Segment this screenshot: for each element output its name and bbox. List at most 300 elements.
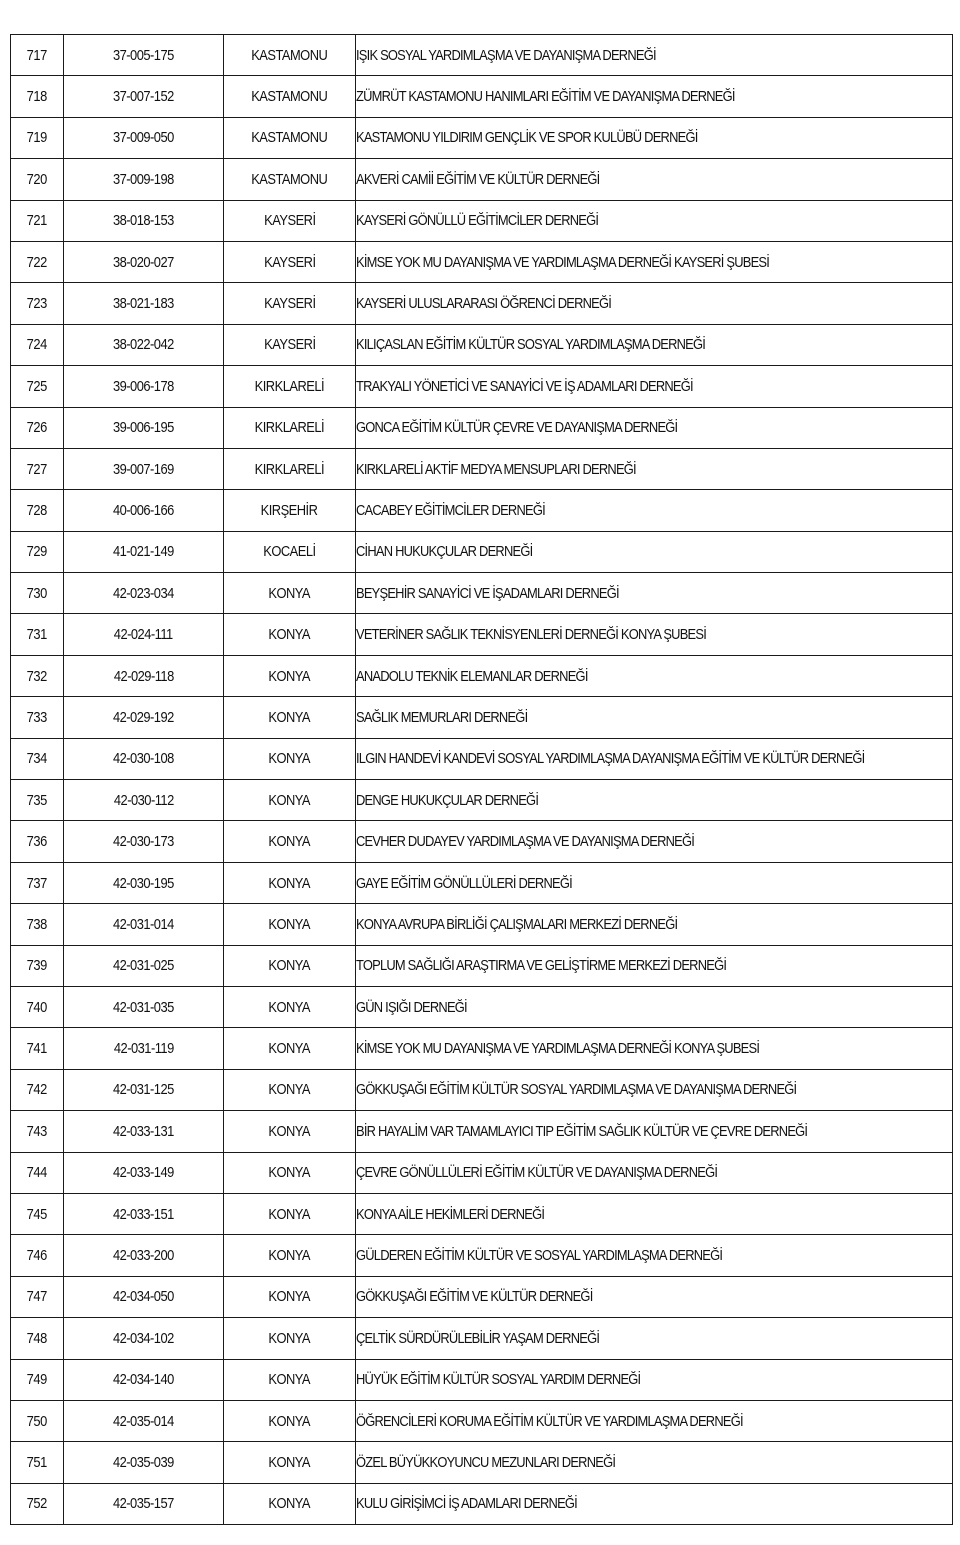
city-cell xyxy=(224,821,356,862)
association-name-cell xyxy=(356,945,953,986)
registry-code-cell xyxy=(64,490,224,531)
table-row xyxy=(11,862,953,903)
association-name-cell xyxy=(356,821,953,862)
city-cell xyxy=(224,324,356,365)
registry-code-text: 42-034-102 xyxy=(113,1329,174,1347)
row-number-text: 749 xyxy=(26,1371,48,1389)
city-cell xyxy=(224,1276,356,1317)
association-name-text: BİR HAYALİM VAR TAMAMLAYICI TIP EĞİTİM SAĞLIK KÜLTÜR VE ÇEVRE DERNEĞİ xyxy=(356,1122,808,1140)
row-number-cell xyxy=(11,614,64,655)
registry-code-cell xyxy=(64,1028,224,1069)
association-name-text: ÖĞRENCİLERİ KORUMA EĞİTİM KÜLTÜR VE YARDIMLAŞMA DERNEĞİ xyxy=(356,1412,743,1430)
association-name-text: CACABEY EĞİTİMCİLER DERNEĞİ xyxy=(356,501,545,519)
city-text: KONYA xyxy=(268,915,311,933)
registry-code-text: 39-006-178 xyxy=(113,377,174,395)
registry-code-text: 39-006-195 xyxy=(113,419,174,437)
registry-code-cell xyxy=(64,117,224,158)
city-cell xyxy=(224,200,356,241)
city-text: KIRKLARELİ xyxy=(254,460,325,478)
row-number-cell xyxy=(11,1111,64,1152)
registry-code-text: 42-029-118 xyxy=(113,667,174,685)
table-row xyxy=(11,1111,953,1152)
row-number-text: 742 xyxy=(26,1081,48,1099)
row-number-cell xyxy=(11,490,64,531)
registry-code-cell xyxy=(64,1442,224,1483)
registry-code-cell xyxy=(64,1193,224,1234)
registry-code-cell xyxy=(64,200,224,241)
registry-code-text: 42-033-131 xyxy=(113,1122,174,1140)
association-name-text: ANADOLU TEKNİK ELEMANLAR DERNEĞİ xyxy=(356,667,588,685)
registry-code-text: 42-035-157 xyxy=(113,1495,174,1513)
table-row xyxy=(11,283,953,324)
table-row xyxy=(11,1359,953,1400)
registry-code-cell xyxy=(64,1359,224,1400)
association-name-text: GÖKKUŞAĞI EĞİTİM KÜLTÜR SOSYAL YARDIMLAŞMA VE DAYANIŞMA DERNEĞİ xyxy=(356,1081,797,1099)
row-number-cell xyxy=(11,1442,64,1483)
registry-code-text: 38-021-183 xyxy=(113,295,174,313)
city-cell xyxy=(224,614,356,655)
city-text: KASTAMONU xyxy=(251,46,328,64)
registry-code-cell xyxy=(64,241,224,282)
row-number-text: 737 xyxy=(26,874,48,892)
registry-code-text: 37-009-198 xyxy=(113,170,174,188)
table-row xyxy=(11,117,953,158)
table-row xyxy=(11,614,953,655)
row-number-text: 743 xyxy=(26,1122,48,1140)
registry-code-cell xyxy=(64,821,224,862)
city-text: KONYA xyxy=(268,1495,311,1513)
registry-code-text: 38-018-153 xyxy=(113,212,174,230)
associations-table xyxy=(10,34,953,1525)
row-number-cell xyxy=(11,655,64,696)
row-number-text: 721 xyxy=(26,212,48,230)
registry-code-cell xyxy=(64,1111,224,1152)
row-number-cell xyxy=(11,780,64,821)
row-number-cell xyxy=(11,697,64,738)
table-row xyxy=(11,655,953,696)
association-name-text: KULU GİRİŞİMCİ İŞ ADAMLARI DERNEĞİ xyxy=(356,1495,577,1513)
city-cell xyxy=(224,490,356,531)
registry-code-text: 42-035-014 xyxy=(113,1412,174,1430)
row-number-cell xyxy=(11,1235,64,1276)
association-name-text: GÜN IŞIĞI DERNEĞİ xyxy=(356,998,467,1016)
association-name-cell xyxy=(356,614,953,655)
city-text: KONYA xyxy=(268,626,311,644)
association-name-text: BEYŞEHİR SANAYİCİ VE İŞADAMLARI DERNEĞİ xyxy=(356,584,619,602)
association-name-text: KAYSERİ GÖNÜLLÜ EĞİTİMCİLER DERNEĞİ xyxy=(356,212,599,230)
association-name-cell xyxy=(356,1235,953,1276)
city-cell xyxy=(224,738,356,779)
row-number-cell xyxy=(11,1359,64,1400)
row-number-cell xyxy=(11,283,64,324)
association-name-cell xyxy=(356,366,953,407)
city-text: KOCAELİ xyxy=(263,543,316,561)
city-cell xyxy=(224,1193,356,1234)
city-cell xyxy=(224,1069,356,1110)
city-cell xyxy=(224,986,356,1027)
registry-code-cell xyxy=(64,738,224,779)
registry-code-text: 37-009-050 xyxy=(113,129,174,147)
registry-code-cell xyxy=(64,1276,224,1317)
city-text: KONYA xyxy=(268,1040,311,1058)
row-number-cell xyxy=(11,1400,64,1441)
row-number-text: 731 xyxy=(26,626,48,644)
registry-code-cell xyxy=(64,366,224,407)
registry-code-text: 42-030-112 xyxy=(113,791,174,809)
registry-code-cell xyxy=(64,780,224,821)
row-number-cell xyxy=(11,531,64,572)
row-number-cell xyxy=(11,407,64,448)
association-name-cell xyxy=(356,738,953,779)
city-text: KIRKLARELİ xyxy=(254,419,325,437)
association-name-cell xyxy=(356,35,953,76)
city-text: KAYSERİ xyxy=(263,295,316,313)
row-number-cell xyxy=(11,738,64,779)
row-number-cell xyxy=(11,945,64,986)
row-number-cell xyxy=(11,159,64,200)
table-row xyxy=(11,159,953,200)
table-row xyxy=(11,697,953,738)
registry-code-cell xyxy=(64,76,224,117)
association-name-cell xyxy=(356,283,953,324)
city-text: KONYA xyxy=(268,1329,311,1347)
registry-code-text: 41-021-149 xyxy=(113,543,174,561)
registry-code-text: 37-005-175 xyxy=(113,46,174,64)
registry-code-cell xyxy=(64,614,224,655)
row-number-text: 733 xyxy=(26,708,48,726)
table-row xyxy=(11,448,953,489)
row-number-text: 727 xyxy=(26,460,48,478)
registry-code-text: 42-034-140 xyxy=(113,1371,174,1389)
city-cell xyxy=(224,35,356,76)
city-text: KAYSERİ xyxy=(263,212,316,230)
registry-code-cell xyxy=(64,159,224,200)
row-number-text: 751 xyxy=(26,1453,48,1471)
city-cell xyxy=(224,1111,356,1152)
city-text: KONYA xyxy=(268,708,311,726)
table-row xyxy=(11,904,953,945)
association-name-text: HÜYÜK EĞİTİM KÜLTÜR SOSYAL YARDIM DERNEĞİ xyxy=(356,1371,641,1389)
association-name-text: KIRKLARELİ AKTİF MEDYA MENSUPLARI DERNEĞİ xyxy=(356,460,636,478)
city-text: KONYA xyxy=(268,791,311,809)
association-name-text: VETERİNER SAĞLIK TEKNİSYENLERİ DERNEĞİ KONYA ŞUBESİ xyxy=(356,626,707,644)
row-number-cell xyxy=(11,904,64,945)
row-number-text: 739 xyxy=(26,957,48,975)
registry-code-cell xyxy=(64,407,224,448)
row-number-text: 730 xyxy=(26,584,48,602)
row-number-text: 741 xyxy=(26,1040,48,1058)
city-text: KIRŞEHİR xyxy=(261,501,318,519)
registry-code-cell xyxy=(64,1318,224,1359)
registry-code-text: 42-030-108 xyxy=(113,750,174,768)
association-name-cell xyxy=(356,200,953,241)
table-row xyxy=(11,1069,953,1110)
registry-code-cell xyxy=(64,1235,224,1276)
city-cell xyxy=(224,366,356,407)
row-number-cell xyxy=(11,76,64,117)
row-number-text: 744 xyxy=(26,1164,48,1182)
city-cell xyxy=(224,241,356,282)
registry-code-text: 42-029-192 xyxy=(113,708,174,726)
registry-code-text: 37-007-152 xyxy=(113,88,174,106)
association-name-text: ÖZEL BÜYÜKKOYUNCU MEZUNLARI DERNEĞİ xyxy=(356,1453,616,1471)
city-cell xyxy=(224,407,356,448)
row-number-cell xyxy=(11,241,64,282)
registry-code-cell xyxy=(64,862,224,903)
association-name-cell xyxy=(356,1069,953,1110)
table-row xyxy=(11,1276,953,1317)
row-number-cell xyxy=(11,821,64,862)
row-number-cell xyxy=(11,324,64,365)
association-name-cell xyxy=(356,117,953,158)
row-number-text: 734 xyxy=(26,750,48,768)
row-number-text: 719 xyxy=(26,129,48,147)
association-name-text: KİMSE YOK MU DAYANIŞMA VE YARDIMLAŞMA DERNEĞİ KONYA ŞUBESİ xyxy=(356,1040,760,1058)
association-name-cell xyxy=(356,324,953,365)
association-name-text: TOPLUM SAĞLIĞI ARAŞTIRMA VE GELİŞTİRME MERKEZİ DERNEĞİ xyxy=(356,957,727,975)
city-text: KONYA xyxy=(268,1122,311,1140)
table-row xyxy=(11,1193,953,1234)
association-name-text: ÇEVRE GÖNÜLLÜLERİ EĞİTİM KÜLTÜR VE DAYANIŞMA DERNEĞİ xyxy=(356,1164,718,1182)
row-number-cell xyxy=(11,986,64,1027)
table-row xyxy=(11,531,953,572)
table-row xyxy=(11,241,953,282)
row-number-text: 735 xyxy=(26,791,48,809)
city-text: KONYA xyxy=(268,584,311,602)
registry-code-text: 42-023-034 xyxy=(113,584,174,602)
table-row xyxy=(11,1442,953,1483)
row-number-text: 728 xyxy=(26,501,48,519)
row-number-text: 720 xyxy=(26,170,48,188)
row-number-text: 717 xyxy=(26,46,48,64)
row-number-cell xyxy=(11,1483,64,1524)
row-number-text: 736 xyxy=(26,833,48,851)
city-cell xyxy=(224,1483,356,1524)
registry-code-text: 42-030-195 xyxy=(113,874,174,892)
row-number-text: 723 xyxy=(26,295,48,313)
table-row xyxy=(11,1235,953,1276)
association-name-text: TRAKYALI YÖNETİCİ VE SANAYİCİ VE İŞ ADAMLARI DERNEĞİ xyxy=(356,377,693,395)
association-name-cell xyxy=(356,573,953,614)
city-text: KASTAMONU xyxy=(251,170,328,188)
row-number-text: 718 xyxy=(26,88,48,106)
table-row xyxy=(11,821,953,862)
association-name-cell xyxy=(356,1483,953,1524)
registry-code-cell xyxy=(64,1069,224,1110)
city-cell xyxy=(224,448,356,489)
association-name-cell xyxy=(356,1276,953,1317)
table-row xyxy=(11,986,953,1027)
table-row xyxy=(11,1152,953,1193)
row-number-cell xyxy=(11,573,64,614)
association-name-cell xyxy=(356,159,953,200)
registry-code-cell xyxy=(64,945,224,986)
association-name-text: KONYA AVRUPA BİRLİĞİ ÇALIŞMALARI MERKEZİ DERNEĞİ xyxy=(356,915,678,933)
row-number-cell xyxy=(11,448,64,489)
table-row xyxy=(11,1400,953,1441)
association-name-cell xyxy=(356,655,953,696)
association-name-text: GONCA EĞİTİM KÜLTÜR ÇEVRE VE DAYANIŞMA DERNEĞİ xyxy=(356,419,678,437)
association-name-cell xyxy=(356,1442,953,1483)
registry-code-cell xyxy=(64,573,224,614)
association-name-cell xyxy=(356,697,953,738)
association-name-text: AKVERİ CAMİİ EĞİTİM VE KÜLTÜR DERNEĞİ xyxy=(356,170,600,188)
table-row xyxy=(11,407,953,448)
registry-code-text: 42-031-035 xyxy=(113,998,174,1016)
city-text: KAYSERİ xyxy=(263,253,316,271)
association-name-text: ZÜMRÜT KASTAMONU HANIMLARI EĞİTİM VE DAYANIŞMA DERNEĞİ xyxy=(356,88,735,106)
city-text: KONYA xyxy=(268,750,311,768)
association-name-text: ILGIN HANDEVİ KANDEVİ SOSYAL YARDIMLAŞMA DAYANIŞMA EĞİTİM VE KÜLTÜR DERNEĞİ xyxy=(356,750,865,768)
city-cell xyxy=(224,531,356,572)
row-number-text: 750 xyxy=(26,1412,48,1430)
association-name-text: DENGE HUKUKÇULAR DERNEĞİ xyxy=(356,791,539,809)
city-cell xyxy=(224,573,356,614)
association-name-cell xyxy=(356,490,953,531)
association-name-cell xyxy=(356,1152,953,1193)
association-name-cell xyxy=(356,780,953,821)
row-number-text: 724 xyxy=(26,336,48,354)
row-number-cell xyxy=(11,366,64,407)
registry-code-text: 42-033-200 xyxy=(113,1247,174,1265)
association-name-cell xyxy=(356,241,953,282)
row-number-text: 746 xyxy=(26,1247,48,1265)
association-name-text: GÖKKUŞAĞI EĞİTİM VE KÜLTÜR DERNEĞİ xyxy=(356,1288,593,1306)
row-number-cell xyxy=(11,1276,64,1317)
registry-code-cell xyxy=(64,697,224,738)
registry-code-cell xyxy=(64,1483,224,1524)
city-text: KONYA xyxy=(268,1247,311,1265)
table-row xyxy=(11,76,953,117)
city-text: KONYA xyxy=(268,1164,311,1182)
registry-code-text: 42-024-111 xyxy=(114,626,173,644)
association-name-cell xyxy=(356,1318,953,1359)
association-name-cell xyxy=(356,986,953,1027)
association-name-cell xyxy=(356,448,953,489)
registry-code-text: 42-033-151 xyxy=(113,1205,174,1223)
city-text: KIRKLARELİ xyxy=(254,377,325,395)
city-text: KONYA xyxy=(268,957,311,975)
registry-code-text: 42-031-014 xyxy=(113,915,174,933)
association-name-text: KASTAMONU YILDIRIM GENÇLİK VE SPOR KULÜBÜ DERNEĞİ xyxy=(356,129,698,147)
city-text: KASTAMONU xyxy=(251,129,328,147)
city-cell xyxy=(224,117,356,158)
row-number-text: 729 xyxy=(26,543,48,561)
city-cell xyxy=(224,862,356,903)
city-cell xyxy=(224,1152,356,1193)
row-number-text: 726 xyxy=(26,419,48,437)
city-cell xyxy=(224,1442,356,1483)
city-text: KONYA xyxy=(268,1453,311,1471)
row-number-text: 732 xyxy=(26,667,48,685)
city-cell xyxy=(224,655,356,696)
association-name-cell xyxy=(356,1400,953,1441)
city-cell xyxy=(224,1400,356,1441)
table-row xyxy=(11,573,953,614)
registry-code-cell xyxy=(64,904,224,945)
table-row xyxy=(11,1028,953,1069)
table-body xyxy=(11,35,953,1525)
registry-code-cell xyxy=(64,1152,224,1193)
registry-code-text: 38-022-042 xyxy=(113,336,174,354)
registry-code-cell xyxy=(64,448,224,489)
row-number-text: 747 xyxy=(26,1288,48,1306)
registry-code-text: 42-033-149 xyxy=(113,1164,174,1182)
row-number-text: 725 xyxy=(26,377,48,395)
table-row xyxy=(11,780,953,821)
city-cell xyxy=(224,76,356,117)
table-row xyxy=(11,738,953,779)
row-number-cell xyxy=(11,35,64,76)
city-cell xyxy=(224,945,356,986)
registry-code-text: 38-020-027 xyxy=(113,253,174,271)
association-name-cell xyxy=(356,76,953,117)
association-name-cell xyxy=(356,1193,953,1234)
city-text: KONYA xyxy=(268,1371,311,1389)
association-name-cell xyxy=(356,531,953,572)
table-row xyxy=(11,200,953,241)
table-row xyxy=(11,945,953,986)
association-name-text: GAYE EĞİTİM GÖNÜLLÜLERİ DERNEĞİ xyxy=(356,874,572,892)
association-name-cell xyxy=(356,862,953,903)
row-number-cell xyxy=(11,1152,64,1193)
registry-code-cell xyxy=(64,324,224,365)
table-row xyxy=(11,490,953,531)
registry-code-text: 42-035-039 xyxy=(113,1453,174,1471)
city-cell xyxy=(224,1318,356,1359)
city-text: KONYA xyxy=(268,1205,311,1223)
city-text: KASTAMONU xyxy=(251,88,328,106)
city-cell xyxy=(224,697,356,738)
row-number-text: 738 xyxy=(26,915,48,933)
city-text: KONYA xyxy=(268,1288,311,1306)
table-row xyxy=(11,324,953,365)
association-name-text: SAĞLIK MEMURLARI DERNEĞİ xyxy=(356,708,528,726)
city-text: KAYSERİ xyxy=(263,336,316,354)
association-name-text: ÇELTİK SÜRDÜRÜLEBİLİR YAŞAM DERNEĞİ xyxy=(356,1329,600,1347)
association-name-text: KAYSERİ ULUSLARARASI ÖĞRENCİ DERNEĞİ xyxy=(356,295,612,313)
row-number-cell xyxy=(11,1069,64,1110)
registry-code-cell xyxy=(64,531,224,572)
registry-code-text: 39-007-169 xyxy=(113,460,174,478)
city-cell xyxy=(224,1359,356,1400)
registry-code-text: 42-034-050 xyxy=(113,1288,174,1306)
row-number-text: 748 xyxy=(26,1329,48,1347)
city-cell xyxy=(224,1028,356,1069)
row-number-text: 722 xyxy=(26,253,48,271)
association-name-text: KİMSE YOK MU DAYANIŞMA VE YARDIMLAŞMA DERNEĞİ KAYSERİ ŞUBESİ xyxy=(356,253,770,271)
association-name-text: KILIÇASLAN EĞİTİM KÜLTÜR SOSYAL YARDIMLAŞMA DERNEĞİ xyxy=(356,336,706,354)
table-row xyxy=(11,1483,953,1524)
registry-code-text: 40-006-166 xyxy=(113,501,174,519)
association-name-cell xyxy=(356,904,953,945)
association-name-text: GÜLDEREN EĞİTİM KÜLTÜR VE SOSYAL YARDIMLAŞMA DERNEĞİ xyxy=(356,1247,723,1265)
association-name-text: KONYA AİLE HEKİMLERİ DERNEĞİ xyxy=(356,1205,545,1223)
city-text: KONYA xyxy=(268,874,311,892)
row-number-cell xyxy=(11,117,64,158)
city-text: KONYA xyxy=(268,1412,311,1430)
table-row xyxy=(11,1318,953,1359)
row-number-text: 740 xyxy=(26,998,48,1016)
association-name-text: IŞIK SOSYAL YARDIMLAŞMA VE DAYANIŞMA DERNEĞİ xyxy=(356,46,656,64)
registry-code-cell xyxy=(64,35,224,76)
row-number-cell xyxy=(11,862,64,903)
city-cell xyxy=(224,780,356,821)
city-cell xyxy=(224,1235,356,1276)
registry-code-cell xyxy=(64,655,224,696)
row-number-text: 752 xyxy=(26,1495,48,1513)
city-cell xyxy=(224,904,356,945)
